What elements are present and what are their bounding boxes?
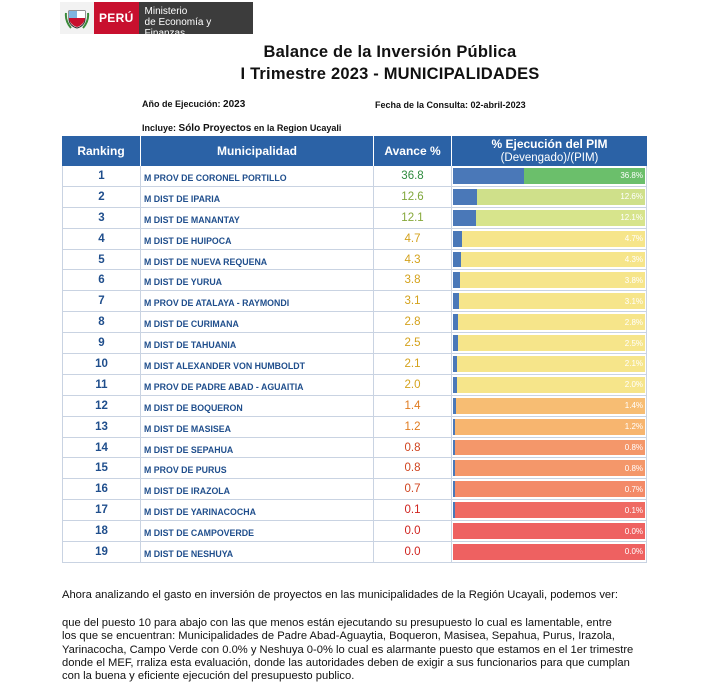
avance-cell: 0.1 — [374, 500, 452, 520]
municipality-cell: M DIST DE YURUA — [141, 270, 374, 290]
municipality-cell: M PROV DE CORONEL PORTILLO — [141, 166, 374, 186]
avance-cell: 0.7 — [374, 479, 452, 499]
pim-bar-label: 0.1% — [624, 505, 643, 515]
pim-bar-label: 12.6% — [620, 192, 643, 202]
execution-year-label: Año de Ejecución: — [142, 99, 221, 109]
pim-bar-fill — [453, 293, 459, 309]
table-row — [62, 500, 647, 521]
pim-bar-background — [453, 314, 645, 330]
municipality-cell: M DIST DE NESHUYA — [141, 542, 374, 562]
pim-bar-label: 2.0% — [624, 380, 643, 390]
avance-cell: 36.8 — [374, 166, 452, 186]
pim-bar-cell — [452, 521, 647, 541]
pim-bar-background — [453, 377, 645, 393]
pim-bar-label: 1.2% — [624, 422, 643, 432]
table-row — [62, 250, 647, 271]
pim-bar-background — [453, 481, 645, 497]
avance-cell: 4.3 — [374, 250, 452, 270]
pim-bar-label: 0.0% — [624, 526, 643, 536]
pim-bar-background — [453, 398, 645, 414]
pim-bar-label: 0.7% — [624, 484, 643, 494]
table-row — [62, 375, 647, 396]
municipality-cell: M DIST DE MANANTAY — [141, 208, 374, 228]
page-subtitle: I Trimestre 2023 - MUNICIPALIDADES — [240, 65, 540, 83]
avance-cell: 12.6 — [374, 187, 452, 207]
rank-cell: 3 — [62, 208, 141, 228]
analysis-line: Yarinacocha, Campo Verde con 0.0% y Neshuya 0-0% lo cual es alarmante puesto que estamos en el 1er trimestre — [62, 643, 634, 656]
avance-cell: 3.8 — [374, 270, 452, 290]
pim-bar-cell — [452, 166, 647, 186]
analysis-paragraph — [62, 617, 682, 683]
pim-bar-label: 36.8% — [620, 171, 643, 181]
query-date — [375, 100, 526, 110]
pim-bar-cell — [452, 229, 647, 249]
ranking-table — [62, 136, 647, 563]
pim-bar-label: 0.8% — [624, 443, 643, 453]
municipality-cell: M DIST DE IPARIA — [141, 187, 374, 207]
municipality-cell: M DIST DE TAHUANIA — [141, 333, 374, 353]
rank-cell: 7 — [62, 291, 141, 311]
pim-bar-label: 3.8% — [624, 275, 643, 285]
pim-bar-label: 4.7% — [624, 234, 643, 244]
pim-bar-background — [453, 189, 645, 205]
avance-cell: 1.4 — [374, 396, 452, 416]
municipality-cell: M DIST DE CAMPOVERDE — [141, 521, 374, 541]
pim-bar-label: 0.0% — [624, 547, 643, 557]
municipality-cell: M DIST DE MASISEA — [141, 417, 374, 437]
table-row — [62, 291, 647, 312]
pim-bar-background — [453, 502, 645, 518]
pim-bar-fill — [453, 377, 457, 393]
table-row — [62, 229, 647, 250]
avance-cell: 0.8 — [374, 438, 452, 458]
ministry-line-2: de Economía y Finanzas — [144, 17, 212, 39]
analysis-line: donde el MEF, rraliza esta evaluación, donde las autoridades deben de exigir a sus funcionarios para que cumplan — [62, 656, 630, 669]
pim-bar-background — [453, 272, 645, 288]
avance-cell: 12.1 — [374, 208, 452, 228]
rank-cell: 2 — [62, 187, 141, 207]
municipality-cell: M PROV DE ATALAYA - RAYMONDI — [141, 291, 374, 311]
pim-bar-cell — [452, 354, 647, 374]
pim-bar-cell — [452, 458, 647, 478]
table-row — [62, 396, 647, 417]
page-title: Balance de la Inversión Pública — [263, 43, 517, 61]
query-date-label: Fecha de la Consulta: — [375, 100, 469, 110]
pim-bar-background — [453, 335, 645, 351]
pim-bar-fill — [453, 210, 476, 226]
pim-bar-label: 2.1% — [624, 359, 643, 369]
pim-bar-cell — [452, 291, 647, 311]
municipality-cell: M DIST DE IRAZOLA — [141, 479, 374, 499]
pim-bar-fill — [453, 231, 462, 247]
pim-bar-fill — [453, 252, 461, 268]
rank-cell: 14 — [62, 438, 141, 458]
table-row — [62, 458, 647, 479]
municipality-cell: M DIST DE BOQUERON — [141, 396, 374, 416]
table-row — [62, 166, 647, 187]
pim-bar-fill — [453, 272, 460, 288]
pim-bar-background — [453, 356, 645, 372]
rank-cell: 6 — [62, 270, 141, 290]
pim-bar-cell — [452, 479, 647, 499]
header-ranking: Ranking — [62, 136, 141, 166]
pim-bar-background — [453, 293, 645, 309]
pim-bar-fill — [453, 419, 455, 435]
rank-cell: 9 — [62, 333, 141, 353]
pim-bar-label: 2.5% — [624, 338, 643, 348]
rank-cell: 13 — [62, 417, 141, 437]
table-row — [62, 270, 647, 291]
pim-bar-label: 12.1% — [620, 213, 643, 223]
municipality-cell: M DIST DE HUIPOCA — [141, 229, 374, 249]
pim-bar-fill — [453, 440, 455, 456]
pim-bar-label: 2.8% — [624, 317, 643, 327]
includes-value: Sólo Proyectos — [178, 123, 252, 134]
pim-bar-label: 4.3% — [624, 255, 643, 264]
pim-bar-cell — [452, 208, 647, 228]
rank-cell: 15 — [62, 458, 141, 478]
pim-bar-background — [453, 210, 645, 226]
coat-of-arms-icon — [60, 2, 94, 34]
pim-bar-label: 1.4% — [624, 401, 643, 411]
rank-cell: 18 — [62, 521, 141, 541]
rank-cell: 5 — [62, 250, 141, 270]
avance-cell: 2.5 — [374, 333, 452, 353]
pim-bar-label: 0.8% — [624, 463, 643, 473]
pim-bar-fill — [453, 502, 455, 518]
pim-bar-cell — [452, 270, 647, 290]
avance-cell: 0.8 — [374, 458, 452, 478]
pim-bar-cell — [452, 250, 647, 270]
rank-cell: 8 — [62, 312, 141, 332]
header-municipalidad: Municipalidad — [141, 136, 374, 166]
avance-cell: 2.8 — [374, 312, 452, 332]
header-pim-subtitle: (Devengado)/(PIM) — [500, 152, 599, 164]
pim-bar-fill — [453, 335, 458, 351]
mef-logo — [60, 2, 253, 39]
rank-cell: 17 — [62, 500, 141, 520]
table-row — [62, 354, 647, 375]
table-row — [62, 208, 647, 229]
rank-cell: 19 — [62, 542, 141, 562]
table-row — [62, 312, 647, 333]
table-body — [62, 166, 647, 563]
table-row — [62, 479, 647, 500]
municipality-cell: M DIST DE NUEVA REQUENA — [141, 250, 374, 270]
table-row — [62, 521, 647, 542]
pim-bar-background — [453, 252, 645, 268]
rank-cell: 11 — [62, 375, 141, 395]
ministry-label — [139, 2, 253, 39]
table-row — [62, 417, 647, 438]
rank-cell: 4 — [62, 229, 141, 249]
pim-bar-cell — [452, 438, 647, 458]
pim-bar-fill — [453, 356, 457, 372]
rank-cell: 12 — [62, 396, 141, 416]
avance-cell: 2.1 — [374, 354, 452, 374]
table-row — [62, 187, 647, 208]
avance-cell: 4.7 — [374, 229, 452, 249]
pim-bar-fill — [453, 398, 456, 414]
pim-bar-background — [453, 231, 645, 247]
avance-cell: 2.0 — [374, 375, 452, 395]
municipality-cell: M DIST ALEXANDER VON HUMBOLDT — [141, 354, 374, 374]
analysis-line: los que se encuentran: Municipalidades de Padre Abad-Aguaytia, Boqueron, Masisea, Sepahua, Purus, Irazola, — [62, 630, 615, 643]
rank-cell: 10 — [62, 354, 141, 374]
municipality-cell: M DIST DE YARINACOCHA — [141, 500, 374, 520]
pim-bar-background — [453, 544, 645, 560]
analysis-intro: Ahora analizando el gasto en inversión de proyectos en las municipalidades de la Región Ucayali, podemos ver: — [62, 589, 618, 601]
table-row — [62, 438, 647, 459]
pim-bar-fill — [453, 460, 455, 476]
execution-year-value: 2023 — [223, 99, 246, 110]
pim-bar-cell — [452, 417, 647, 437]
municipality-cell: M PROV DE PADRE ABAD - AGUAITIA — [141, 375, 374, 395]
pim-bar-background — [453, 440, 645, 456]
avance-cell: 1.2 — [374, 417, 452, 437]
municipality-cell: M DIST DE CURIMANA — [141, 312, 374, 332]
pim-bar-cell — [452, 312, 647, 332]
avance-cell: 0.0 — [374, 521, 452, 541]
header-pim — [452, 136, 647, 166]
municipality-cell: M PROV DE PURUS — [141, 458, 374, 478]
avance-cell: 0.0 — [374, 542, 452, 562]
avance-cell: 3.1 — [374, 291, 452, 311]
analysis-line: con la buena y eficiente ejecución del presupuesto publico. — [62, 670, 355, 683]
country-label: PERÚ — [94, 2, 139, 34]
pim-bar-cell — [452, 375, 647, 395]
includes-note — [142, 123, 341, 134]
execution-year — [142, 99, 245, 110]
pim-bar-fill — [453, 168, 524, 184]
analysis-line: que del puesto 10 para abajo con las que menos están ejecutando su presupuesto lo cual es lamentable, entre — [62, 617, 612, 629]
pim-bar-background — [453, 460, 645, 476]
pim-bar-fill — [453, 314, 458, 330]
pim-bar-background — [453, 419, 645, 435]
pim-bar-cell — [452, 500, 647, 520]
query-date-value: 02-abril-2023 — [470, 100, 526, 110]
pim-bar-cell — [452, 333, 647, 353]
rank-cell: 16 — [62, 479, 141, 499]
pim-bar-cell — [452, 187, 647, 207]
table-header — [62, 136, 647, 166]
ministry-line-1: Ministerio — [144, 6, 188, 17]
header-pim-title: % Ejecución del PIM — [491, 137, 608, 151]
pim-bar-background — [453, 523, 645, 539]
header-avance: Avance % — [374, 136, 452, 166]
pim-bar-cell — [452, 542, 647, 562]
pim-bar-fill — [453, 189, 477, 205]
municipality-cell: M DIST DE SEPAHUA — [141, 438, 374, 458]
table-row — [62, 333, 647, 354]
pim-bar-fill — [453, 481, 455, 497]
rank-cell: 1 — [62, 166, 141, 186]
table-row — [62, 542, 647, 563]
pim-bar-cell — [452, 396, 647, 416]
pim-bar-label: 3.1% — [624, 296, 643, 306]
includes-label: Incluye: — [142, 123, 177, 133]
includes-suffix: en la Region Ucayali — [253, 123, 342, 133]
